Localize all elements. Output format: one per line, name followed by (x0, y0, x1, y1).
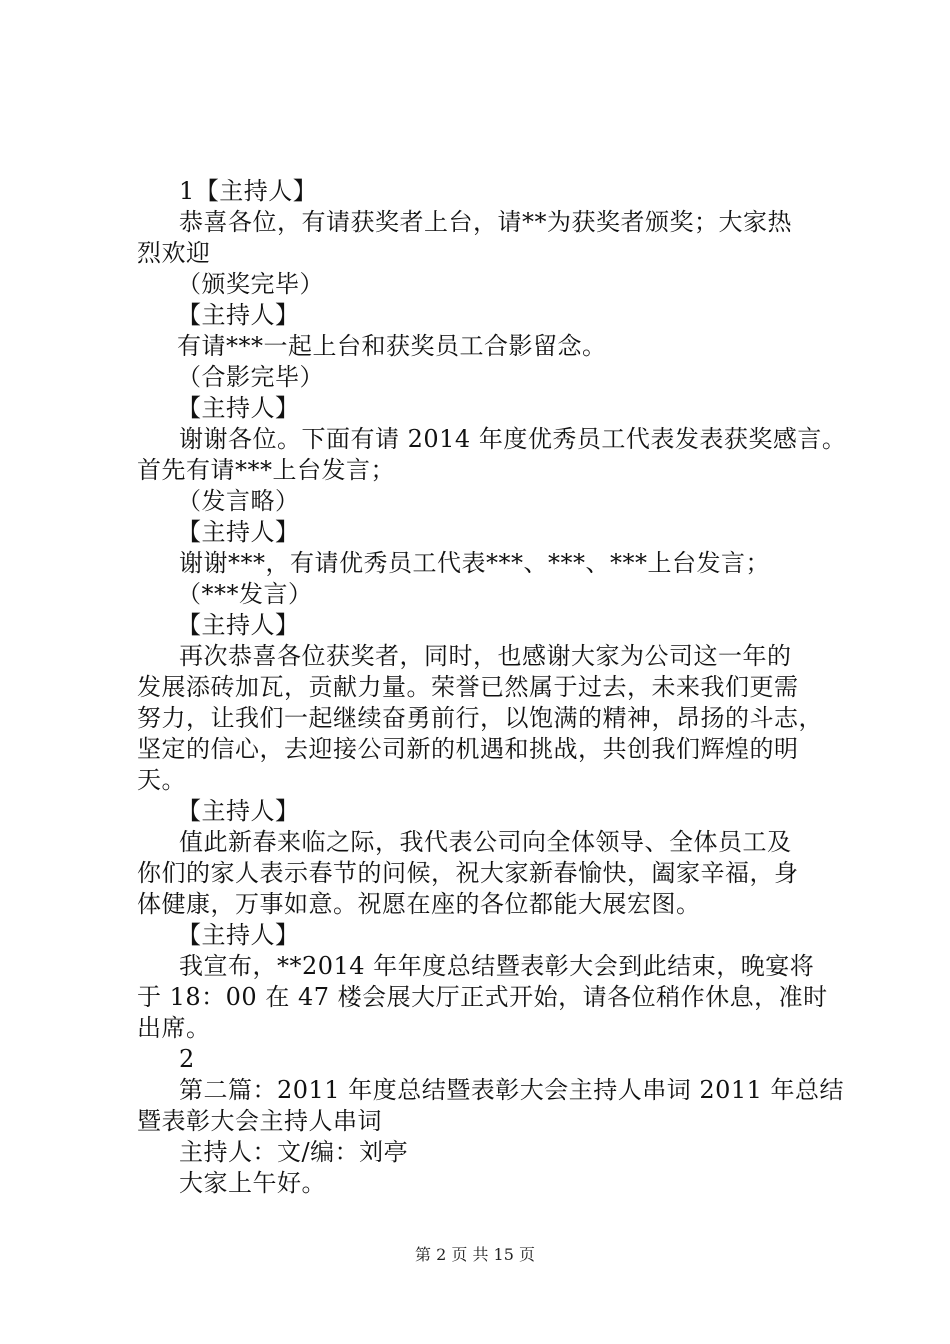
document-body (137, 176, 847, 1199)
text-line: 再次恭喜各位获奖者，同时，也感谢大家为公司这一年的 (179, 642, 792, 670)
text-line: 【主持人】 (177, 797, 300, 825)
text-line: 【主持人】 (177, 921, 300, 949)
text-line: 谢谢各位。下面有请 2014 年度优秀员工代表发表获奖感言。 (179, 425, 847, 453)
text-line: 坚定的信心，去迎接公司新的机遇和挑战，共创我们辉煌的明 (137, 735, 799, 763)
text-line: 你们的家人表示春节的问候，祝大家新春愉快，阖家辛福，身 (137, 859, 799, 887)
text-line: （颁奖完毕） (177, 270, 324, 298)
text-line: 恭喜各位，有请获奖者上台，请**为获奖者颁奖；大家热 (179, 208, 792, 236)
text-line: 【主持人】 (177, 518, 300, 546)
text-line: 【主持人】 (177, 301, 300, 329)
text-line: 出席。 (137, 1014, 211, 1042)
text-line: 主持人：文/编：刘亭 (179, 1138, 409, 1166)
page-footer: 第 2 页 共 15 页 (415, 1245, 535, 1264)
text-line: 大家上午好。 (179, 1169, 326, 1197)
text-line: 【主持人】 (177, 611, 300, 639)
text-line: 天。 (137, 766, 186, 794)
text-line: 谢谢***，有请优秀员工代表***、***、***上台发言； (179, 549, 770, 577)
text-line: 首先有请***上台发言； (137, 456, 395, 484)
text-line: 有请***一起上台和获奖员工合影留念。 (177, 332, 607, 360)
text-line: 体健康，万事如意。祝愿在座的各位都能大展宏图。 (137, 890, 701, 918)
text-line: 1【主持人】 (179, 177, 318, 205)
text-line: 暨表彰大会主持人串词 (137, 1107, 382, 1135)
text-line: 2 (179, 1045, 195, 1073)
text-line: 我宣布，**2014 年年度总结暨表彰大会到此结束，晚宴将 (179, 952, 815, 980)
text-line: （发言略） (177, 487, 300, 515)
text-line: 【主持人】 (177, 394, 300, 422)
text-line: 烈欢迎 (137, 239, 211, 267)
text-line: 努力，让我们一起继续奋勇前行，以饱满的精神，昂扬的斗志， (137, 704, 823, 732)
text-line: 第二篇：2011 年度总结暨表彰大会主持人串词 2011 年总结 (179, 1076, 845, 1104)
text-line: 于 18：00 在 47 楼会展大厅正式开始，请各位稍作休息，准时 (137, 983, 828, 1011)
text-line: （***发言） (177, 580, 313, 608)
text-line: 值此新春来临之际，我代表公司向全体领导、全体员工及 (179, 828, 792, 856)
text-line: 发展添砖加瓦，贡献力量。荣誉已然属于过去，未来我们更需 (137, 673, 799, 701)
text-line: （合影完毕） (177, 363, 324, 391)
